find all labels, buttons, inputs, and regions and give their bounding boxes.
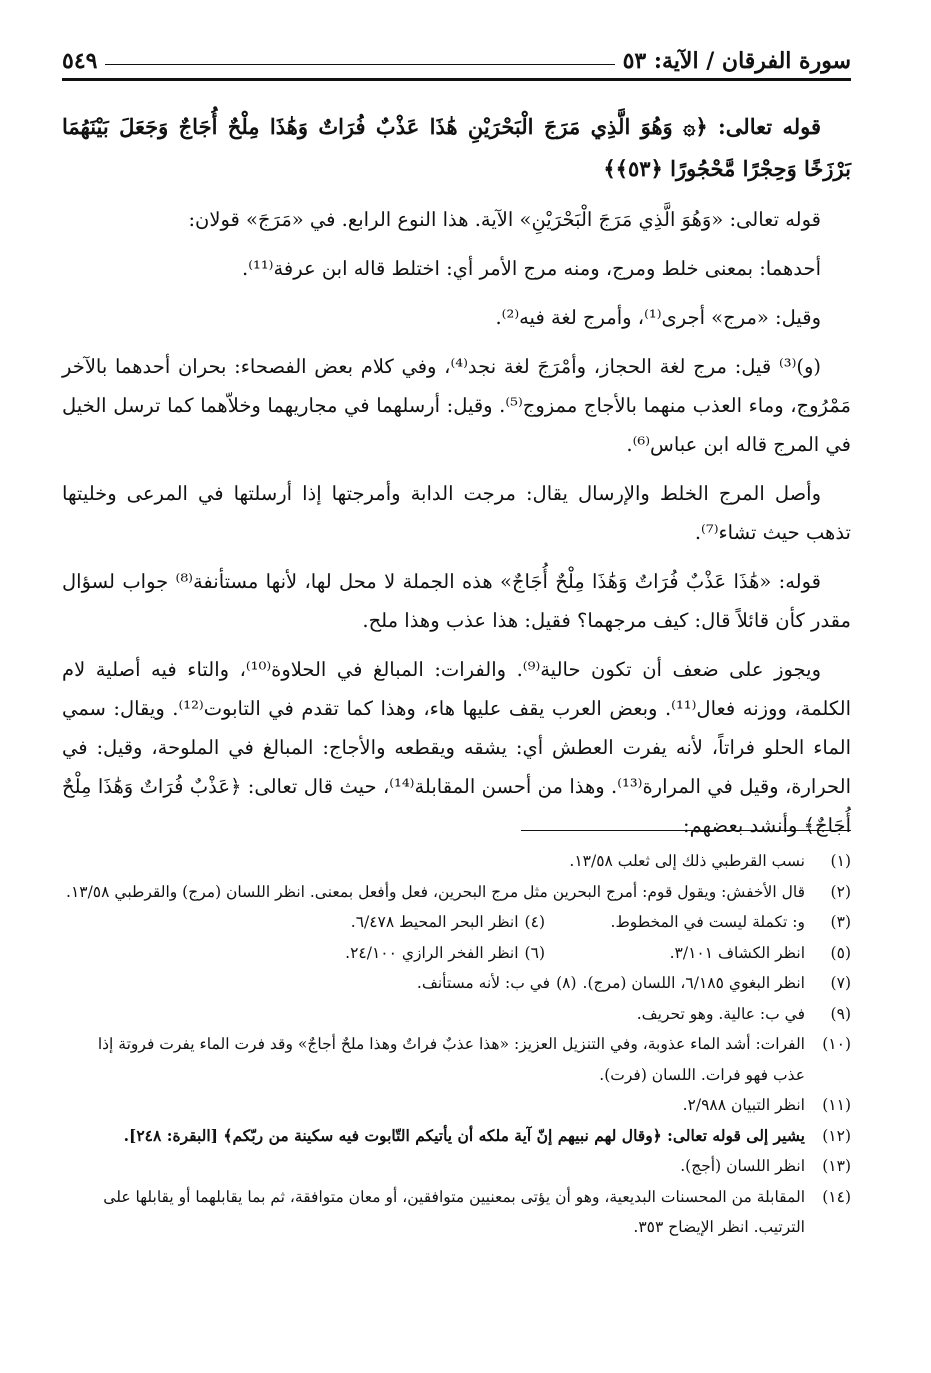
footnote-number: (٥) xyxy=(830,943,851,962)
footnote-pair xyxy=(62,968,851,999)
footnote-number: (٣) xyxy=(830,913,851,931)
footnote-divider xyxy=(521,830,851,831)
page-header xyxy=(62,30,851,81)
footnote-text: في ب: لأنه مستأنف. xyxy=(416,974,551,992)
footnote-text: انظر التبيان ٢/٩٨٨. xyxy=(682,1096,805,1114)
footnote xyxy=(62,1090,851,1121)
footnote xyxy=(62,1151,851,1182)
paragraph: أحدهما: بمعنى خلط ومرج، ومنه مرج الأمر أي: اختلط قاله ابن عرفة⁽¹¹⁾. xyxy=(242,257,821,280)
footnote-number: (١٢) xyxy=(822,1126,851,1145)
footnote-text: انظر البغوي ٦/١٨٥، اللسان (مرج). xyxy=(582,974,805,992)
footnote-text: في ب: عالية. وهو تحريف. xyxy=(636,1004,805,1023)
footnote-text: انظر اللسان (أجج). xyxy=(680,1157,805,1175)
footnote xyxy=(62,846,851,877)
footnote-number: (١١) xyxy=(822,1096,851,1114)
paragraph: (و)⁽³⁾ قيل: مرج لغة الحجاز، وأمْرَجَ لغة نجد⁽⁴⁾، وفي كلام بعض الفصحاء: بحران أحدهما بالآخر مَمْرُوج، وماء العذب منهما بالأجاج ممزوج⁽⁵⁾. وقيل: أرسلهما في مجاريهما وخلاّهما كما ترسل الخيل في المرج قاله ابن عباس⁽⁶⁾. xyxy=(62,355,851,456)
footnote xyxy=(62,1121,851,1152)
paragraph: وقيل: «مرج» أجرى⁽¹⁾، وأمرج لغة فيه⁽²⁾. xyxy=(495,306,821,329)
footnote-pair xyxy=(62,938,851,969)
footnote-number: (٨) xyxy=(556,974,577,992)
footnote-number: (٢) xyxy=(830,882,851,901)
paragraph: وأصل المرج الخلط والإرسال يقال: مرجت الدابة وأمرجتها إذا أرسلتها في المرعى وخليتها تذهب حيث تشاء⁽⁷⁾. xyxy=(62,482,851,544)
paragraph: قوله: «هَٰذَا عَذْبٌ فُرَاتٌ وَهَٰذَا مِلْحٌ أُجَاجٌ» هذه الجملة لا محل لها، لأنها مستأنفة⁽⁸⁾ جواب لسؤال مقدر كأن قائلاً قال: كيف مرجهما؟ فقيل: هذا عذب وهذا ملح. xyxy=(62,570,851,632)
footnote-number: (١) xyxy=(830,852,851,870)
footnote-number: (١٣) xyxy=(822,1157,851,1175)
footnote-text: الفرات: أشد الماء عذوبة، وفي التنزيل العزيز: «هذا عذبٌ فراتٌ وهذا ملحٌ أجاجٌ» وقد فرت الماء يفرت فروتة إذا عذب فهو فرات. اللسان (فرت). xyxy=(97,1035,805,1084)
footnote xyxy=(62,1182,851,1243)
footnote-number: (١٤) xyxy=(822,1187,851,1206)
footnote xyxy=(62,999,851,1030)
footnote-number: (٩) xyxy=(830,1004,851,1023)
footnote-number: (٦) xyxy=(524,943,545,962)
paragraph: ويجوز على ضعف أن تكون حالية⁽⁹⁾. والفرات: المبالغ في الحلاوة⁽¹⁰⁾، والتاء فيه أصلية لام الكلمة، ووزنه فعال⁽¹¹⁾. وبعض العرب يقف عليها هاء، وهذا كما تقدم في التابوت⁽¹²⁾. ويقال: سمي الماء الحلو فراتاً، لأنه يفرت العطش أي: يشقه ويقطعه والأجاج: المبالغ في الملوحة، وقيل: في الحرارة، وقيل في المرارة⁽¹³⁾. وهذا من أحسن المقابلة⁽¹⁴⁾، حيث قال تعالى: ﴿عَذْبٌ فُرَاتٌ وَهَٰذَا مِلْحٌ أُجَاجٌ﴾ وأنشد بعضهم: xyxy=(62,658,852,837)
footnote-text: انظر البحر المحيط ٦/٤٧٨. xyxy=(350,913,519,931)
running-title: سورة الفرقان / الآية: ٥٣ xyxy=(622,48,851,74)
footnote-text: انظر الكشاف ٣/١٠١. xyxy=(669,943,805,962)
header-rule xyxy=(105,64,614,65)
footnote-pair xyxy=(62,907,851,938)
footnote-number: (٤) xyxy=(524,913,545,931)
footnote-number: (٧) xyxy=(830,974,851,992)
footnote-text: المقابلة من المحسنات البديعية، وهو أن يؤتى بمعنيين متوافقين، أو معان متوافقة، ثم بما يقابلهما أو يقابلها على الترتيب. انظر الإيضاح ٣٥٣. xyxy=(103,1187,805,1236)
verse-paragraph: قوله تعالى: ﴿۞ وَهُوَ الَّذِي مَرَجَ الْبَحْرَيْنِ هَٰذَا عَذْبٌ فُرَاتٌ وَهَٰذَا مِلْحٌ أُجَاجٌ وَجَعَلَ بَيْنَهُمَا بَرْزَخًا وَحِجْرًا مَّحْجُورًا ﴿٥٣﴾﴾ xyxy=(62,114,851,181)
footnote xyxy=(62,1029,851,1090)
footnote-text: و: تكملة ليست في المخطوط. xyxy=(610,913,805,931)
footnote-text: قال الأخفش: ويقول قوم: أمرج البحرين مثل مرج البحرين، فعل وأفعل بمعنى. انظر اللسان (مرج) والقرطبي ١٣/٥٨. xyxy=(66,882,805,901)
footnote-text: انظر الفخر الرازي ٢٤/١٠٠. xyxy=(345,943,519,962)
paragraph: قوله تعالى: «وَهُوَ الَّذِي مَرَجَ الْبَحْرَيْنِ» الآية. هذا النوع الرابع. في «مَرَجَ» قولان: xyxy=(188,208,821,231)
footnote xyxy=(62,877,851,908)
main-text xyxy=(62,106,851,855)
footnote-text: نسب القرطبي ذلك إلى ثعلب ١٣/٥٨. xyxy=(569,852,805,870)
page-number: ٥٤٩ xyxy=(62,48,98,74)
footnote-text: يشير إلى قوله تعالى: ﴿وقال لهم نبيهم إنّ آية ملكه أن يأتيكم التّابوت فيه سكينة من ربّكم﴾ [البقرة: ٢٤٨]. xyxy=(123,1125,805,1145)
footnotes xyxy=(62,846,851,1243)
footnote-number: (١٠) xyxy=(822,1035,851,1053)
